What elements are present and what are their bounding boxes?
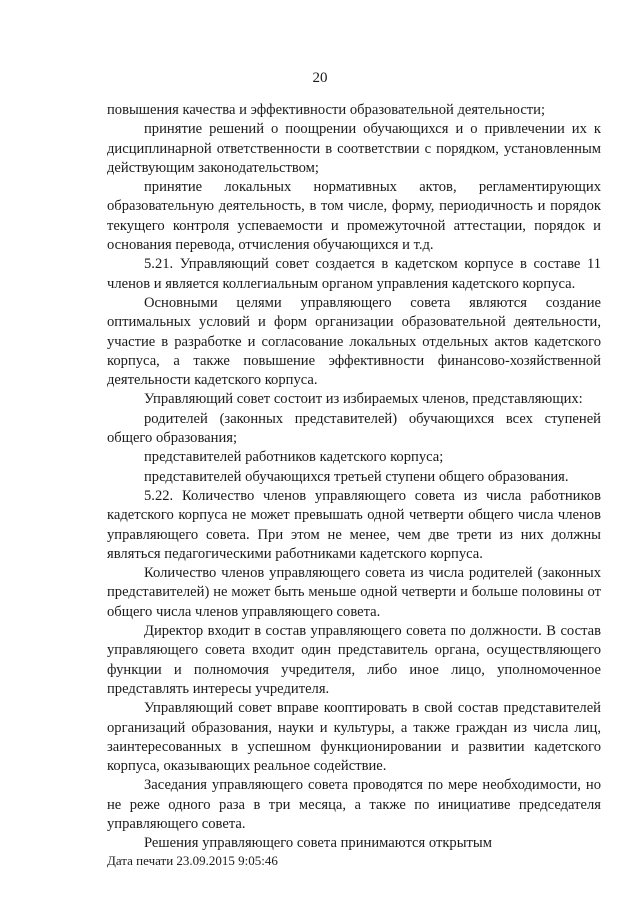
paragraph: представителей обучающихся третьей ступени общего образования. [144,468,569,485]
paragraph: принятие решений о поощрении обучающихся и о привлечении их к дисциплинарной ответственности в соответствии с порядком, установленным действующим законодательством; [107,121,601,176]
paragraph: Решения управляющего совета принимаются открытым [144,835,492,852]
paragraph: Управляющий совет состоит из избираемых членов, представляющих: [144,391,583,408]
paragraph: Управляющий совет вправе кооптировать в свой состав представителей организаций образования, науки и культуры, а также граждан из числа лиц, заинтересованных в успешном функционировании и развитии кадетского корпуса, оказывающих реальное содействие. [107,700,601,775]
paragraph: принятие локальных нормативных актов, регламентирующих образовательную деятельность, в том числе, форму, периодичность и порядок текущего контроля успеваемости и промежуточной аттестации, порядок и основания перевода, отчисления обучающихся и т.д. [107,179,601,254]
page-body [107,101,601,854]
paragraph: представителей работников кадетского корпуса; [144,449,444,466]
paragraph: Количество членов управляющего совета из числа родителей (законных представителей) не может быть меньше одной четверти и больше половины от общего числа членов управляющего совета. [107,565,601,620]
print-date-footer: Дата печати 23.09.2015 9:05:46 [107,853,278,868]
paragraph: родителей (законных представителей) обучающихся всех ступеней общего образования; [107,410,601,447]
paragraph: 5.22. Количество членов управляющего совета из числа работников кадетского корпуса не может превышать одной четверти общего числа членов управляющего совета. При этом не менее, чем две трети из них должны являться педагогическими работниками кадетского корпуса. [107,487,601,562]
paragraph: повышения качества и эффективности образовательной деятельности; [107,102,546,118]
paragraph: Директор входит в состав управляющего совета по должности. В состав управляющего совета входит один представитель органа, осуществляющего функции и полномочия учредителя, либо иное лицо, уполномоченное представлять интересы учредителя. [107,623,601,697]
paragraph: Основными целями управляющего совета являются создание оптимальных условий и форм организации образовательной деятельности, участие в разработке и согласование локальных отдельных актов кадетского корпуса, а также повышение эффективности финансово-хозяйственной деятельности кадетского корпуса. [107,294,601,389]
page-number: 20 [312,70,328,86]
paragraph: Заседания управляющего совета проводятся по мере необходимости, но не реже одного раза в три месяца, а также по инициативе председателя управляющего совета. [107,777,601,832]
paragraph: 5.21. Управляющий совет создается в кадетском корпусе в составе 11 членов и является коллегиальным органом управления кадетского корпуса. [107,256,601,292]
